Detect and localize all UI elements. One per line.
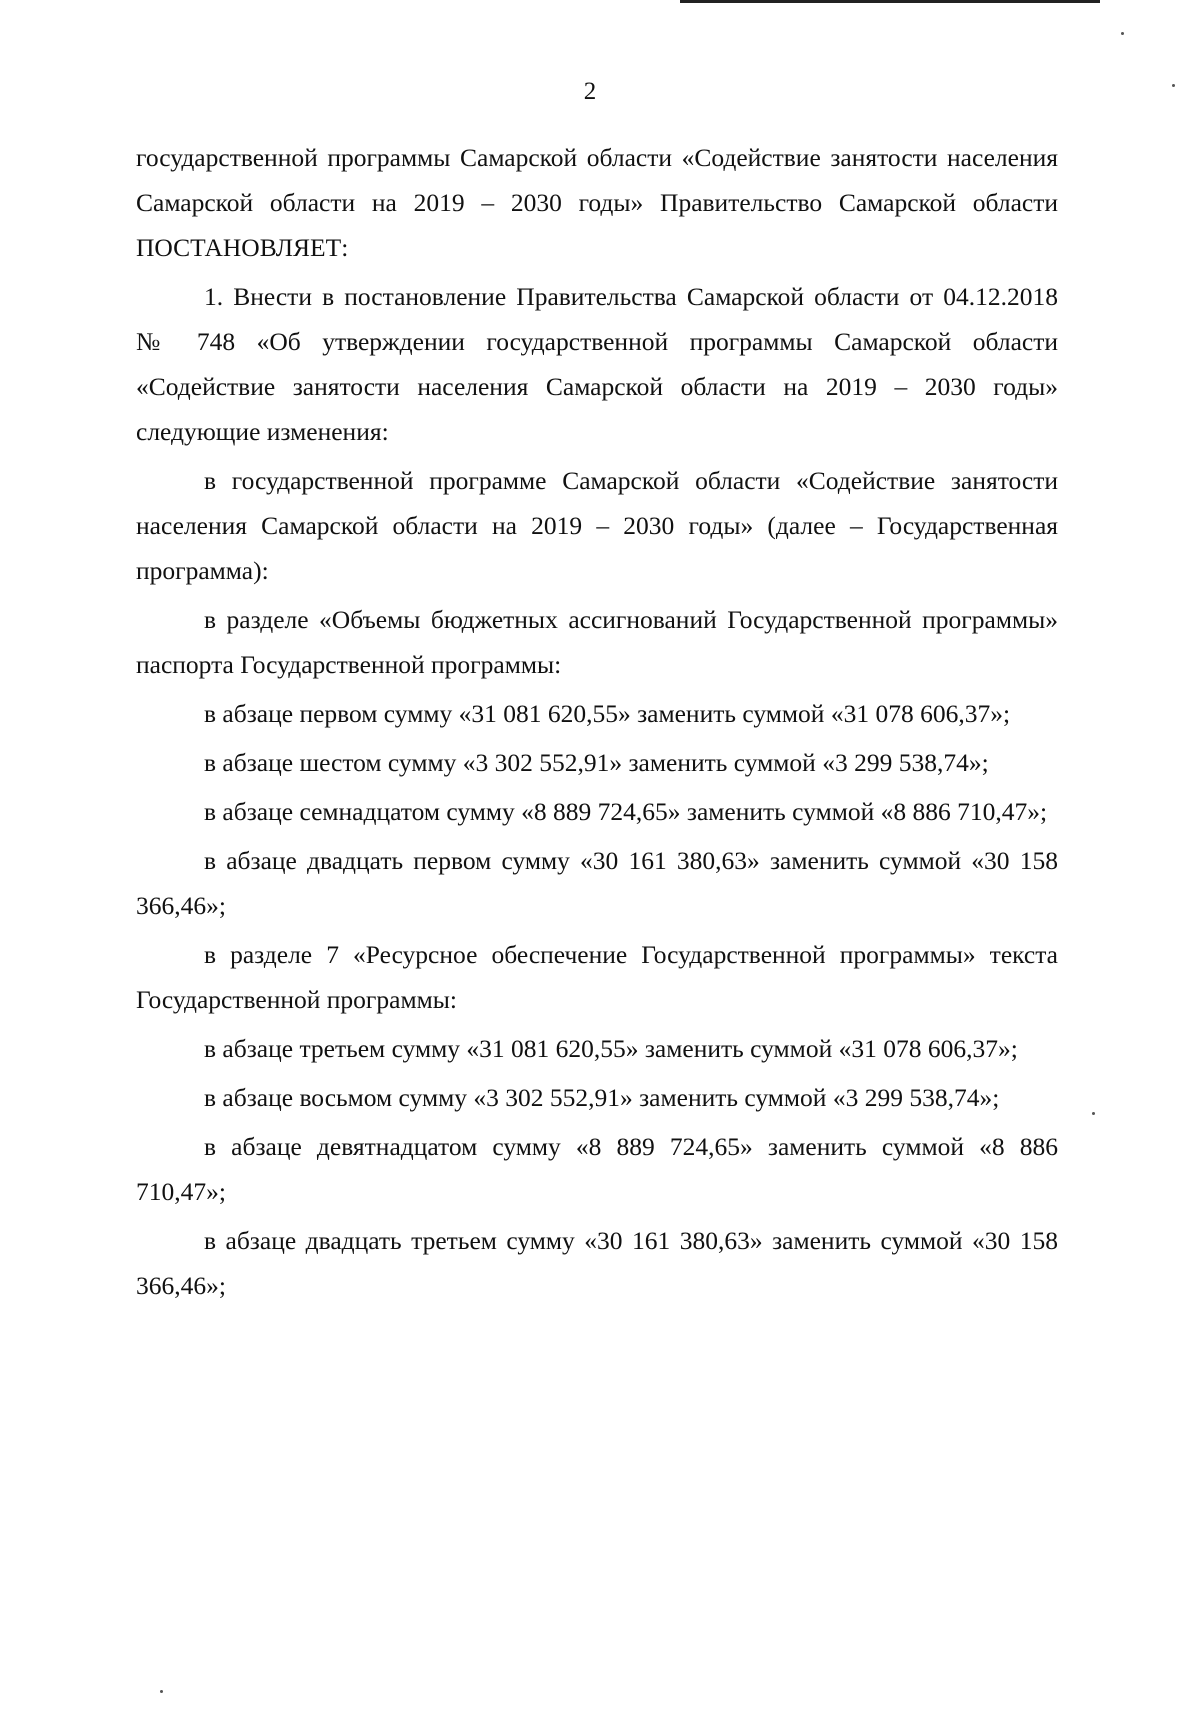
- paragraph-amendment: в абзаце первом сумму «31 081 620,55» заменить суммой «31 078 606,37»;: [204, 699, 1011, 728]
- paragraph-passport-section: в разделе «Объемы бюджетных ассигнований Государственной программы» паспорта Государственной программы:: [136, 605, 1058, 679]
- scan-speck: [1172, 84, 1175, 87]
- document-body: [136, 135, 1058, 1308]
- paragraph-amendment: в абзаце восьмом сумму «3 302 552,91» заменить суммой «3 299 538,74»;: [204, 1083, 1000, 1112]
- paragraph-amendment: в абзаце двадцать первом сумму «30 161 380,63» заменить суммой «30 158 366,46»;: [136, 846, 1058, 920]
- paragraph-preamble-continuation: государственной программы Самарской области «Содействие занятости населения Самарской области на 2019 – 2030 годы» Правительство Самарской области ПОСТАНОВЛЯЕТ:: [136, 143, 1058, 262]
- paragraph-amendment: в абзаце двадцать третьем сумму «30 161 380,63» заменить суммой «30 158 366,46»;: [136, 1226, 1058, 1300]
- paragraph-item-1: 1. Внести в постановление Правительства Самарской области от 04.12.2018 № 748 «Об утверждении государственной программы Самарской области «Содействие занятости населения Самарской области на 2019 – 2030 годы» следующие изменения:: [136, 282, 1058, 446]
- scan-speck: [1121, 32, 1124, 35]
- top-edge-rule: [680, 0, 1100, 3]
- paragraph-amendment: в абзаце третьем сумму «31 081 620,55» заменить суммой «31 078 606,37»;: [204, 1034, 1018, 1063]
- paragraph-amendment: в абзаце девятнадцатом сумму «8 889 724,65» заменить суммой «8 886 710,47»;: [136, 1132, 1058, 1206]
- paragraph-amendment: в абзаце шестом сумму «3 302 552,91» заменить суммой «3 299 538,74»;: [204, 748, 989, 777]
- paragraph-amendment: в абзаце семнадцатом сумму «8 889 724,65» заменить суммой «8 886 710,47»;: [204, 797, 1048, 826]
- scan-speck: [160, 1690, 163, 1693]
- scan-speck: [1092, 1112, 1095, 1115]
- page-number: 2: [583, 78, 597, 105]
- paragraph-section-7: в разделе 7 «Ресурсное обеспечение Государственной программы» текста Государственной программы:: [136, 940, 1058, 1014]
- paragraph-program-changes: в государственной программе Самарской области «Содействие занятости населения Самарской области на 2019 – 2030 годы» (далее – Государственная программа):: [136, 466, 1058, 585]
